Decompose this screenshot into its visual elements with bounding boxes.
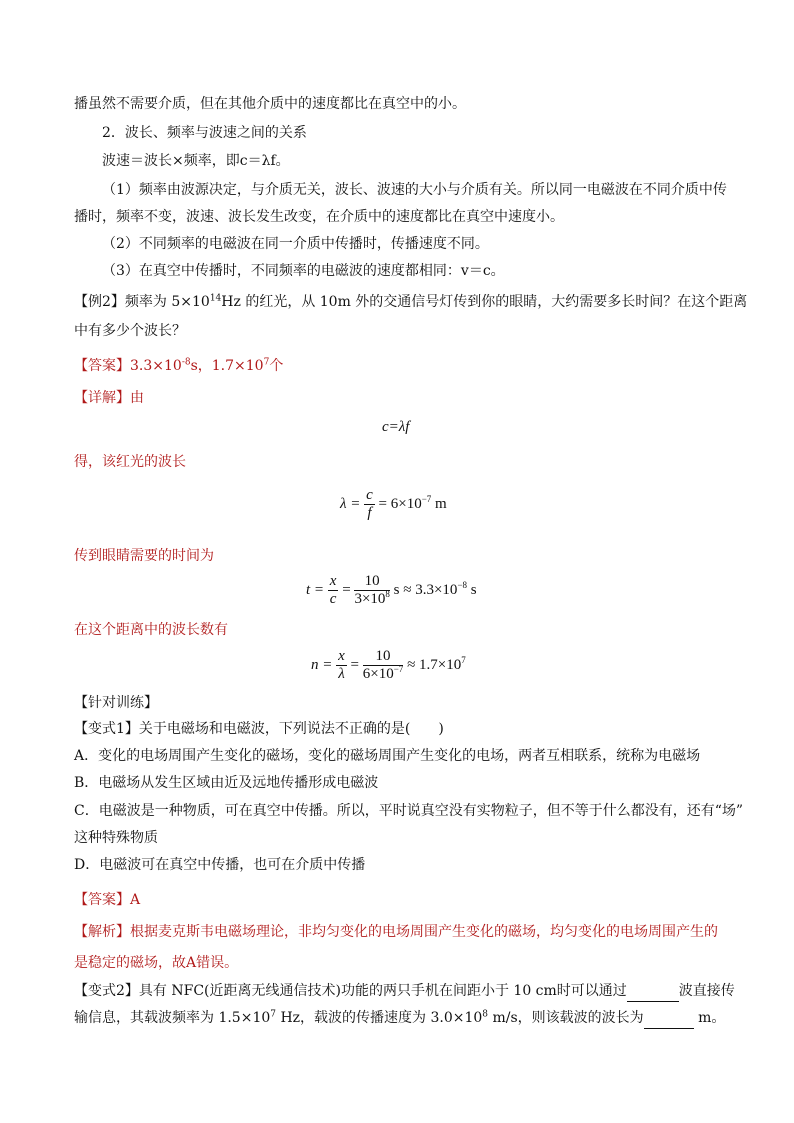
fraction: $\frac{c}{f}$ — [366, 487, 373, 521]
solution-step: 得，该红光的波长 — [74, 454, 186, 470]
option-c-cont: 这种特殊物质 — [74, 830, 158, 846]
detail-line: 【详解】由 — [74, 390, 144, 406]
equation-wavelength: λ = $\frac{c}{f}$ = $6\times 10^{-7}$ m — [340, 487, 447, 521]
paragraph-line: （1）频率由波源决定，与介质无关，波长、波速的大小与介质有关。所以同一电磁波在不同介质中传 — [102, 182, 727, 198]
option-d: D．电磁波可在真空中传播，也可在介质中传播 — [74, 857, 366, 873]
fraction: $\frac{10}{3\times 10^8}$ — [354, 573, 390, 607]
answer-tag: 【答案】 — [74, 358, 130, 374]
paragraph-line: （2）不同频率的电磁波在同一介质中传播时，传播速度不同。 — [102, 236, 489, 252]
equation-c-lambda-f: c=λf — [382, 419, 410, 435]
paragraph-line: 播虽然不需要介质，但在其他介质中的速度都比在真空中的小。 — [74, 96, 466, 112]
answer-line: 【答案】A — [74, 892, 141, 908]
example-question: 【例2】频率为 $5\times 10^{14}Hz$ 的红光，从 10m 外的交通信号灯传到你的眼睛，大约需要多长时间？在这个距离 — [74, 293, 748, 310]
detail-tag: 【详解】 — [74, 390, 130, 406]
solution-step: 传到眼睛需要的时间为 — [74, 548, 214, 564]
analysis-line-cont: 是稳定的磁场，故A错误。 — [74, 955, 239, 971]
answer-blank[interactable] — [627, 981, 679, 1002]
paragraph-line: （3）在真空中传播时，不同频率的电磁波的速度都相同：v＝c。 — [102, 263, 505, 279]
fraction: $\frac{x}{\lambda}$ — [338, 648, 345, 682]
option-b: B．电磁场从发生区域由近及远地传播形成电磁波 — [74, 775, 379, 791]
option-a: A．变化的电场周围产生变化的磁场，变化的磁场周围产生变化的电场，两者互相联系，统称为电磁场 — [74, 748, 701, 764]
example-tag: 【例2】 — [74, 294, 125, 310]
analysis-line: 【解析】根据麦克斯韦电磁场理论，非均匀变化的电场周围产生变化的磁场，均匀变化的电场周围产生的 — [74, 924, 718, 940]
variant2-question-cont: 输信息，其载波频率为 $1.5\times 10^7$ Hz，载波的传播速度为 $3.0\times 10^8$ m/s，则该载波的波长为 m。 — [74, 1008, 725, 1029]
equation-time: t = $\frac{x}{c}$ = $\frac{10}{3\times 10^8}$ $s \approx 3.3\times 10^{-8}$ s — [306, 573, 477, 607]
variant2-question: 【变式2】具有 NFC(近距离无线通信技术)功能的两只手机在间距小于 10 cm时可以通过 波直接传 — [74, 981, 735, 1002]
variant1-question: 【变式1】关于电磁场和电磁波，下列说法不正确的是( ) — [74, 721, 444, 737]
example-question-cont: 中有多少个波长？ — [74, 323, 186, 339]
formula-line: 波速＝波长×频率，即c＝λf。 — [102, 153, 290, 169]
fraction: $\frac{x}{c}$ — [329, 573, 337, 607]
answer-line: 【答案】$3.3\times 10^{-8}s$，$1.7\times 10^7$个 — [74, 357, 284, 374]
option-c: C．电磁波是一种物质，可在真空中传播。所以，平时说真空没有实物粒子，但不等于什么都没有，还有“场” — [74, 803, 744, 819]
section-heading: 2．波长、频率与波速之间的关系 — [102, 125, 307, 141]
fraction: $\frac{10}{6\times 10^{-7}}$ — [362, 648, 404, 682]
paragraph-line: 播时，频率不变，波速、波长发生改变，在介质中的速度都比在真空中速度小。 — [74, 209, 564, 225]
solution-step: 在这个距离中的波长数有 — [74, 622, 228, 638]
answer-blank[interactable] — [644, 1008, 694, 1029]
equation-count: n = $\frac{x}{\lambda}$ = $\frac{10}{6\times 10^{-7}}$ ≈ $1.7\times 10^7$ — [311, 648, 466, 682]
analysis-tag: 【解析】 — [74, 924, 130, 940]
section-heading: 【针对训练】 — [74, 695, 158, 711]
answer-tag: 【答案】 — [74, 892, 130, 908]
